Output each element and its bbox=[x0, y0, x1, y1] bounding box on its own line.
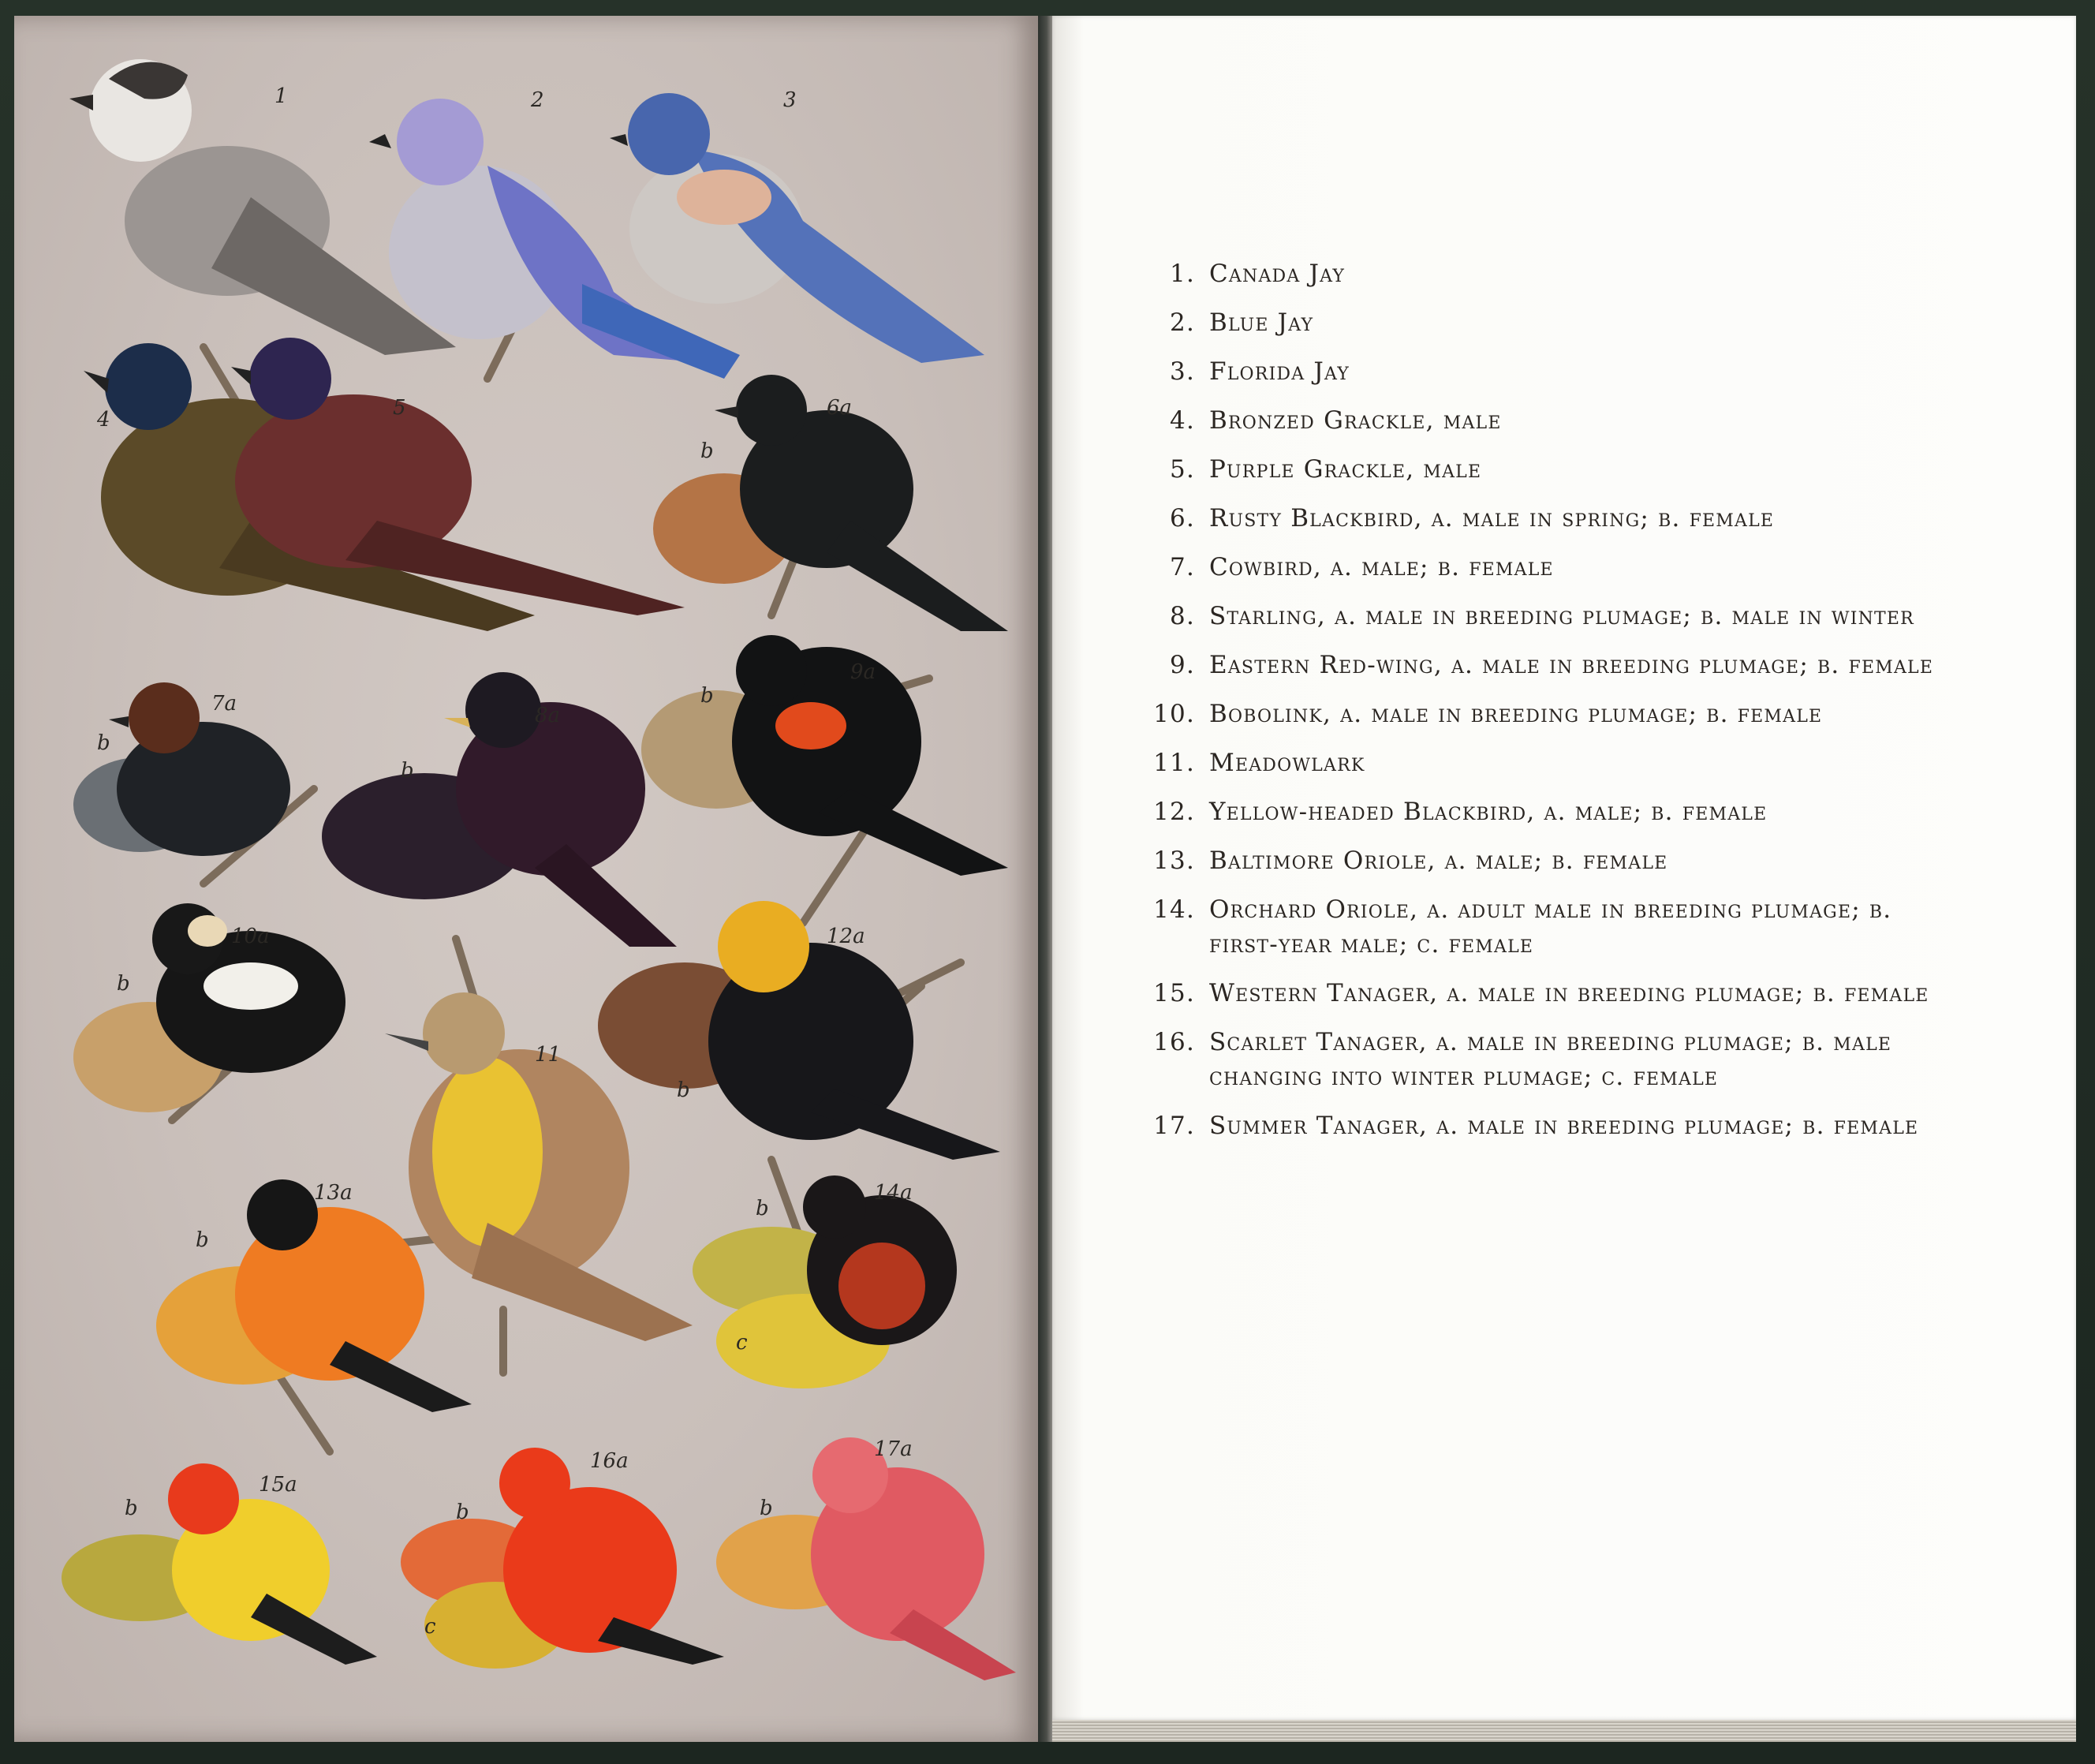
bird-illustration bbox=[14, 16, 1038, 1742]
bird-8 bbox=[322, 672, 677, 947]
svg-text:b: b bbox=[756, 1197, 769, 1220]
svg-text:16a: 16a bbox=[590, 1449, 629, 1473]
svg-text:17a: 17a bbox=[874, 1437, 913, 1461]
legend-text: Bronzed Grackle, male bbox=[1209, 406, 1502, 435]
legend-text: Orchard Oriole, a. adult male in breeding plumage; b. first-year male; c. female bbox=[1209, 895, 1892, 959]
book-gutter bbox=[1038, 16, 1052, 1742]
svg-text:5: 5 bbox=[393, 396, 406, 420]
svg-text:b: b bbox=[125, 1497, 138, 1520]
svg-text:b: b bbox=[700, 684, 714, 708]
svg-text:15a: 15a bbox=[259, 1473, 297, 1497]
legend-number: 14. bbox=[1153, 895, 1195, 924]
svg-text:b: b bbox=[196, 1228, 209, 1252]
legend-item bbox=[1120, 599, 1940, 633]
legend-text: Cowbird, a. male; b. female bbox=[1209, 553, 1554, 581]
svg-text:14a: 14a bbox=[874, 1181, 913, 1205]
legend-text: Florida Jay bbox=[1209, 357, 1350, 386]
svg-text:10a: 10a bbox=[231, 925, 270, 948]
legend-number: 8. bbox=[1170, 602, 1195, 630]
legend-text: Eastern Red-wing, a. male in breeding plumage; b. female bbox=[1209, 651, 1934, 679]
legend-item bbox=[1120, 501, 1940, 536]
legend-number: 7. bbox=[1170, 553, 1195, 581]
svg-text:7a: 7a bbox=[211, 692, 237, 716]
legend-item bbox=[1120, 403, 1940, 438]
legend-text: Purple Grackle, male bbox=[1209, 455, 1482, 484]
svg-text:6a: 6a bbox=[827, 396, 853, 420]
legend-number: 13. bbox=[1153, 846, 1195, 875]
legend-text: Meadowlark bbox=[1209, 749, 1365, 777]
legend-text: Rusty Blackbird, a. male in spring; b. female bbox=[1209, 504, 1775, 533]
svg-text:9a: 9a bbox=[850, 660, 876, 684]
svg-text:b: b bbox=[97, 731, 110, 755]
legend-item bbox=[1120, 452, 1940, 487]
legend-item bbox=[1120, 697, 1940, 731]
legend-number: 17. bbox=[1153, 1112, 1195, 1140]
svg-text:b: b bbox=[117, 972, 130, 996]
legend-item bbox=[1120, 1025, 1940, 1094]
legend-item bbox=[1120, 1108, 1940, 1143]
bird-17 bbox=[716, 1437, 1016, 1680]
legend-number: 16. bbox=[1153, 1028, 1195, 1056]
svg-text:4: 4 bbox=[97, 408, 110, 432]
legend-item bbox=[1120, 976, 1940, 1011]
page-edges bbox=[1052, 1720, 2076, 1742]
legend-number: 15. bbox=[1153, 979, 1195, 1007]
svg-text:1: 1 bbox=[274, 84, 288, 108]
legend-item bbox=[1120, 305, 1940, 340]
legend-number: 4. bbox=[1170, 406, 1195, 435]
bird-1 bbox=[69, 59, 456, 355]
legend-number: 10. bbox=[1153, 700, 1195, 728]
svg-text:c: c bbox=[736, 1331, 748, 1355]
bird-10 bbox=[73, 903, 345, 1112]
svg-text:3: 3 bbox=[783, 88, 797, 112]
legend-number: 12. bbox=[1153, 798, 1195, 826]
legend-text: Scarlet Tanager, a. male in breeding plumage; b. male changing into winter plumage; c. female bbox=[1209, 1028, 1892, 1091]
svg-text:b: b bbox=[456, 1501, 469, 1524]
legend-item bbox=[1120, 746, 1940, 780]
legend-item bbox=[1120, 892, 1940, 962]
legend-number: 9. bbox=[1170, 651, 1195, 679]
legend-text: Blue Jay bbox=[1209, 308, 1314, 337]
legend-text: Bobolink, a. male in breeding plumage; b. female bbox=[1209, 700, 1823, 728]
svg-text:b: b bbox=[700, 439, 714, 463]
svg-text:13a: 13a bbox=[314, 1181, 353, 1205]
legend-number: 5. bbox=[1170, 455, 1195, 484]
color-plate bbox=[14, 16, 1038, 1742]
legend-item bbox=[1120, 256, 1940, 291]
svg-text:b: b bbox=[760, 1497, 773, 1520]
legend-number: 2. bbox=[1170, 308, 1195, 337]
legend-number: 1. bbox=[1170, 260, 1195, 288]
svg-text:c: c bbox=[424, 1615, 436, 1639]
legend-text: Yellow-headed Blackbird, a. male; b. female bbox=[1209, 798, 1768, 826]
svg-text:8a: 8a bbox=[535, 704, 561, 727]
legend-text: Canada Jay bbox=[1209, 260, 1346, 288]
bird-16 bbox=[401, 1448, 724, 1669]
legend-number: 11. bbox=[1153, 749, 1195, 777]
legend-text: Baltimore Oriole, a. male; b. female bbox=[1209, 846, 1668, 875]
legend-number: 6. bbox=[1170, 504, 1195, 533]
svg-text:12a: 12a bbox=[827, 925, 865, 948]
legend-text: Western Tanager, a. male in breeding plumage; b. female bbox=[1209, 979, 1929, 1007]
legend-item bbox=[1120, 550, 1940, 585]
svg-text:b: b bbox=[677, 1078, 690, 1102]
plate-legend bbox=[1120, 256, 1940, 1157]
legend-number: 3. bbox=[1170, 357, 1195, 386]
svg-text:2: 2 bbox=[531, 88, 544, 112]
legend-item bbox=[1120, 648, 1940, 682]
legend-item bbox=[1120, 843, 1940, 878]
legend-text: Starling, a. male in breeding plumage; b. male in winter bbox=[1209, 602, 1914, 630]
bird-14 bbox=[693, 1175, 957, 1388]
bird-15 bbox=[62, 1463, 377, 1665]
bird-9 bbox=[641, 635, 1008, 876]
legend-item bbox=[1120, 354, 1940, 389]
svg-text:11: 11 bbox=[535, 1043, 562, 1067]
svg-text:b: b bbox=[401, 759, 414, 783]
bird-7 bbox=[73, 682, 290, 856]
legend-item bbox=[1120, 794, 1940, 829]
legend-text: Summer Tanager, a. male in breeding plumage; b. female bbox=[1209, 1112, 1919, 1140]
